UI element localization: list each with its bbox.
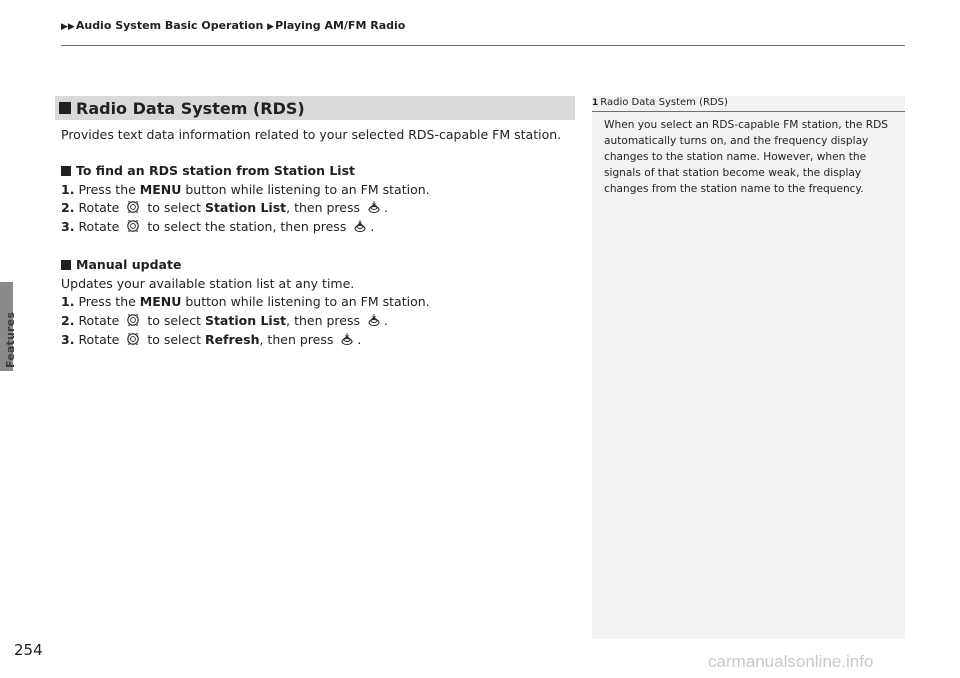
press-knob-icon <box>367 200 381 214</box>
step-keyword: Station List <box>204 200 287 216</box>
procedure-manual-update <box>61 256 581 350</box>
section-side-label: Features <box>4 311 17 368</box>
step-text: to select <box>143 313 205 329</box>
watermark: carmanualsonline.info <box>708 652 874 671</box>
subsection-heading <box>61 256 581 275</box>
step-keyword: Station List <box>204 313 287 329</box>
step-number: 2. <box>61 313 75 329</box>
step-text: , then press <box>286 313 364 329</box>
triangle-right-icon: ▶▶ <box>61 22 75 32</box>
press-knob-icon <box>367 313 381 327</box>
step-text: Rotate <box>78 219 124 235</box>
subsection-description: Updates your available station list at any time. <box>61 275 355 291</box>
step-keyword: Refresh <box>204 331 260 347</box>
step-text: button while listening to an FM station. <box>181 294 430 310</box>
step-number: 2. <box>61 200 75 216</box>
side-note-divider <box>592 111 905 112</box>
step-text: Rotate <box>78 313 124 329</box>
subsection-title: Manual update <box>76 257 182 272</box>
step-text: to select <box>143 200 205 216</box>
breadcrumb-item: Audio System Basic Operation <box>75 19 264 32</box>
selector-knob-icon <box>126 332 140 346</box>
step-text: Rotate <box>78 200 124 216</box>
step-text: . <box>384 200 388 216</box>
step-number: 1. <box>61 294 75 310</box>
step-keyword: MENU <box>139 181 182 197</box>
page-number: 254 <box>14 641 43 659</box>
section-title: Radio Data System (RDS) <box>76 98 305 118</box>
section-intro: Provides text data information related to your selected RDS-capable FM station. <box>61 127 562 142</box>
selector-knob-icon <box>126 200 140 214</box>
side-note-text: When you select an RDS-capable FM station, the RDS automatically turns on, and the frequency display changes to the station name. However, when the signals of that station become weak, the display changes from the station name to the frequency. <box>604 119 888 195</box>
section-heading <box>55 96 575 120</box>
step-text: Press the <box>78 294 140 310</box>
triangle-right-icon: ▶ <box>267 22 275 32</box>
step-text: to select <box>143 331 205 347</box>
step-text: , then press <box>286 200 364 216</box>
side-note-title <box>592 97 905 108</box>
step-item <box>61 181 581 200</box>
press-knob-icon <box>353 219 367 233</box>
step-text: Rotate <box>78 331 124 347</box>
step-number: 1. <box>61 181 75 197</box>
subsection-heading <box>61 162 581 181</box>
black-square-icon <box>61 166 71 176</box>
step-item <box>61 199 581 218</box>
black-square-icon <box>59 102 71 114</box>
selector-knob-icon <box>126 219 140 233</box>
step-text: to select the station, then press <box>143 219 351 235</box>
step-text: , then press <box>259 331 338 347</box>
side-note-title-text: Radio Data System (RDS) <box>600 97 728 108</box>
press-knob-icon <box>340 332 354 346</box>
reference-marker: 1 <box>592 98 599 108</box>
procedure-find-station <box>61 162 581 237</box>
step-item <box>61 293 581 312</box>
step-text: . <box>357 331 362 347</box>
step-item <box>61 312 581 331</box>
step-item <box>61 331 581 350</box>
step-text: . <box>370 219 375 235</box>
selector-knob-icon <box>126 313 140 327</box>
step-number: 3. <box>61 331 75 347</box>
step-text: Press the <box>78 181 140 197</box>
step-keyword: MENU <box>139 294 182 310</box>
step-text: . <box>384 313 388 329</box>
header-divider <box>61 45 905 46</box>
breadcrumb <box>61 19 405 32</box>
step-item <box>61 218 581 237</box>
step-text: button while listening to an FM station. <box>181 181 430 197</box>
step-number: 3. <box>61 219 75 235</box>
breadcrumb-item: Playing AM/FM Radio <box>275 19 406 32</box>
subsection-title: To find an RDS station from Station List <box>76 163 356 178</box>
black-square-icon <box>61 260 71 270</box>
